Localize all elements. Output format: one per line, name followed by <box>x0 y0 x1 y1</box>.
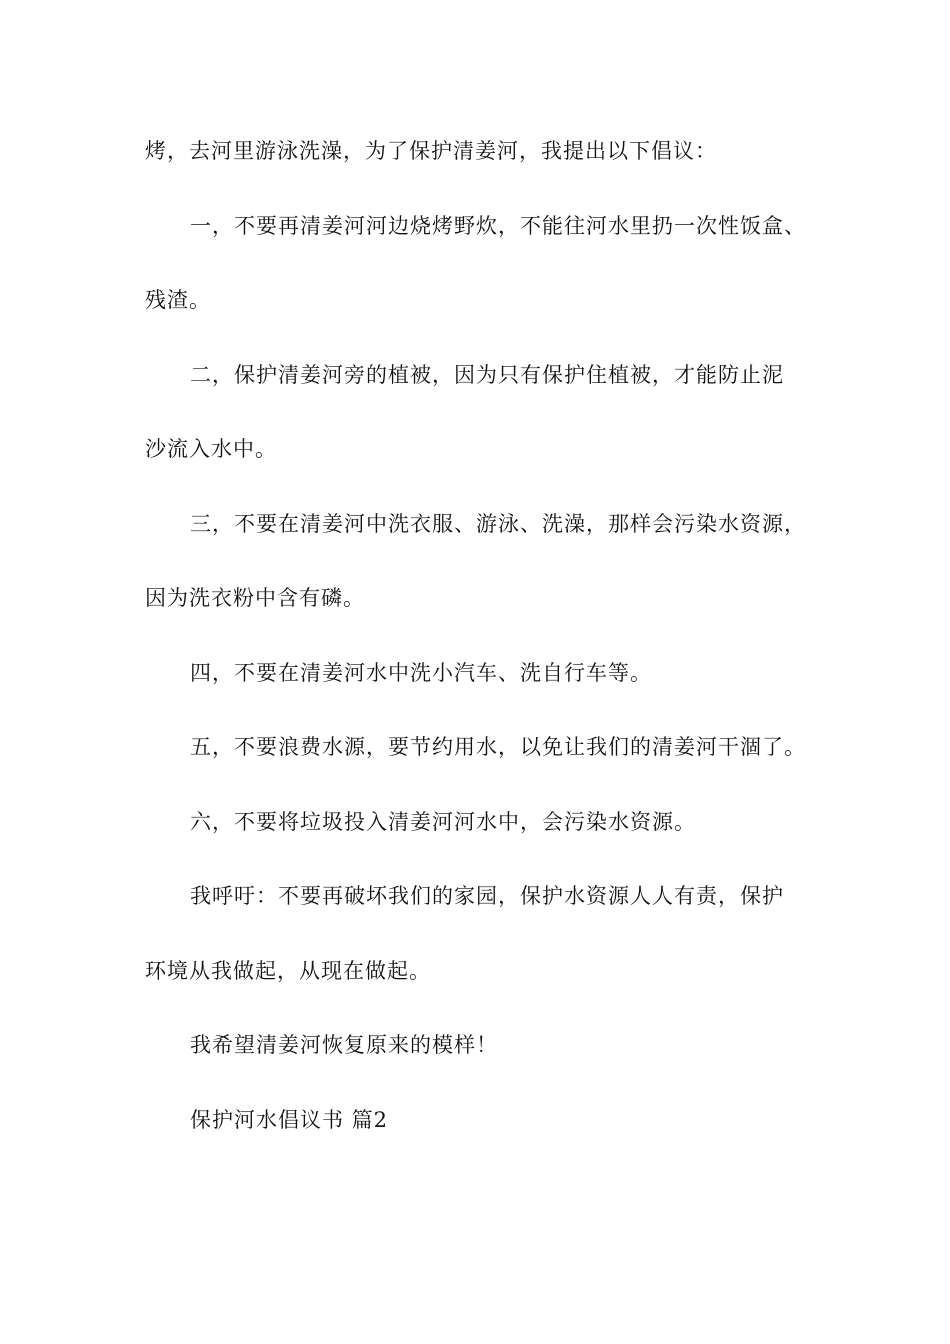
proposal-2-line-1: 二，保护清姜河旁的植被，因为只有保护住植被，才能防止泥 <box>190 363 784 387</box>
proposal-1-line-1: 一，不要再清姜河河边烧烤野炊，不能往河水里扔一次性饭盒、 <box>190 214 806 238</box>
paragraph-line-intro-end: 烤，去河里游泳洗澡，为了保护清姜河，我提出以下倡议： <box>145 139 717 163</box>
section-heading: 保护河水倡议书 篇2 <box>190 1108 389 1132</box>
appeal-line-2: 环境从我做起，从现在做起。 <box>145 959 431 983</box>
appeal-line-1: 我呼吁：不要再破坏我们的家园，保护水资源人人有责，保护 <box>190 884 784 908</box>
proposal-2-line-2: 沙流入水中。 <box>145 437 277 461</box>
proposal-5: 五，不要浪费水源，要节约用水，以免让我们的清姜河干涸了。 <box>190 735 806 759</box>
proposal-6: 六，不要将垃圾投入清姜河河水中，会污染水资源。 <box>190 810 696 834</box>
proposal-3-line-2: 因为洗衣粉中含有磷。 <box>145 586 365 610</box>
proposal-3-line-1: 三，不要在清姜河中洗衣服、游泳、洗澡，那样会污染水资源， <box>190 512 806 536</box>
proposal-4: 四，不要在清姜河水中洗小汽车、洗自行车等。 <box>190 661 652 685</box>
closing-wish: 我希望清姜河恢复原来的模样！ <box>190 1033 498 1057</box>
proposal-1-line-2: 残渣。 <box>145 288 211 312</box>
